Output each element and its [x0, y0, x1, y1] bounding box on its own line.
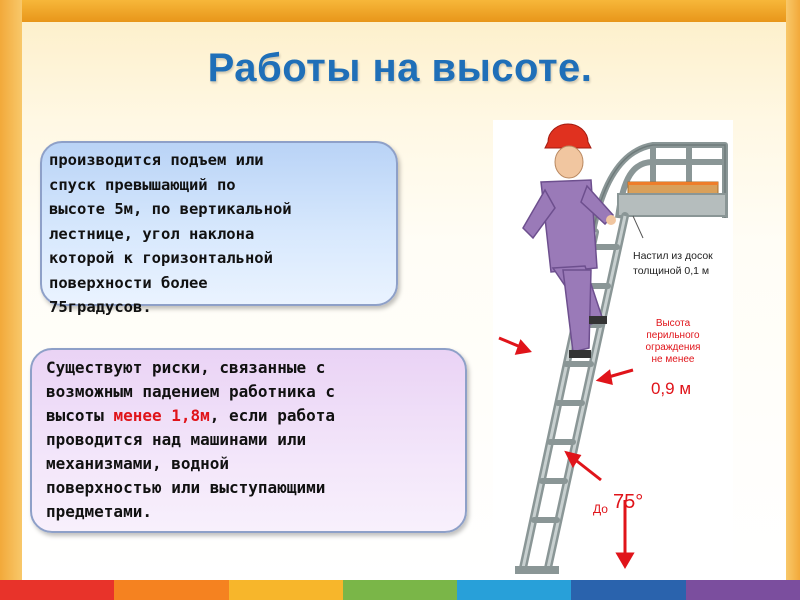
- platform-base: [618, 194, 726, 216]
- rail-label-line3: ограждения: [645, 342, 701, 353]
- risk-text-start: Существуют риски, связанные с возможным падением работника с высоты: [46, 358, 335, 425]
- angle-prefix: До: [593, 502, 608, 516]
- definition-box: производится подъем или спуск превышающий по высоте 5м, по вертикальной лестнице, угол наклона которой к горизонтальной поверхности более 75градусов.: [40, 141, 398, 306]
- ladder-illustration: [493, 120, 733, 575]
- risk-height-highlight: менее 1,8м: [113, 406, 210, 425]
- rail-label-line1: Высота: [655, 318, 691, 329]
- slide-title: Работы на высоте.: [207, 46, 593, 90]
- risk-text-end: , если работа проводится над машинами или механизмами, водной поверхностью или выступающими предметами.: [46, 406, 335, 521]
- risk-box: [30, 348, 467, 533]
- rail-label-line4: не менее: [651, 354, 695, 365]
- footer-color-strip: [0, 580, 800, 600]
- rail-height-value: 0,9 м: [650, 379, 692, 398]
- deck-label-line1: Настил из досок: [633, 250, 713, 262]
- angle-value: 75°: [613, 491, 644, 513]
- deck-label-line2: толщиной 0,1 м: [633, 265, 710, 277]
- rail-label-line2: перильного: [646, 330, 700, 341]
- slide-frame-top: [0, 0, 800, 22]
